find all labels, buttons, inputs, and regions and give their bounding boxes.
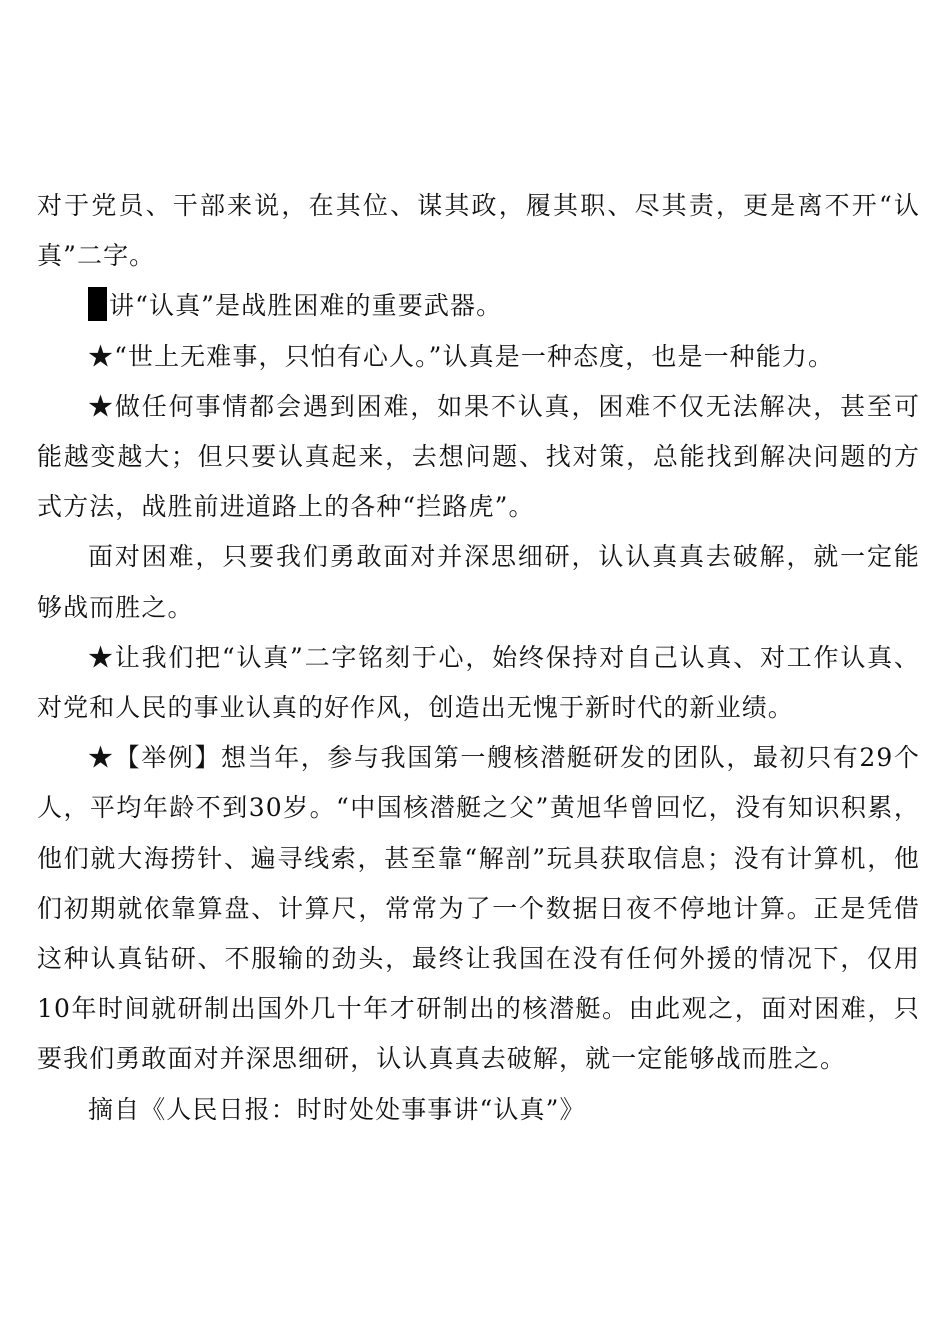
paragraph-difficulty: ★做任何事情都会遇到困难，如果不认真，困难不仅无法解决，甚至可能越变越大；但只要认真起来，去想问题、找对策，总能找到解决问题的方式方法，战胜前进道路上的各种“拦路虎”。	[37, 391, 920, 522]
paragraph-source: 摘自《人民日报：时时处处事事讲“认真”》	[88, 1094, 586, 1124]
document-body	[37, 181, 920, 1135]
paragraph-intro: 对于党员、干部来说，在其位、谋其政，履其职、尽其责，更是离不开“认真”二字。	[37, 191, 920, 271]
redaction-block	[88, 287, 107, 321]
paragraph-commitment: ★让我们把“认真”二字铭刻于心，始终保持对自己认真、对工作认真、对党和人民的事业认真的好作风，创造出无愧于新时代的新业绩。	[37, 642, 920, 723]
paragraph-heading	[37, 281, 920, 331]
paragraph-quote: ★“世上无难事，只怕有心人。”认真是一种态度，也是一种能力。	[88, 341, 835, 371]
paragraph-courage: 面对困难，只要我们勇敢面对并深思细研，认认真真去破解，就一定能够战而胜之。	[37, 542, 920, 622]
heading-text: 讲“认真”是战胜困难的重要武器。	[109, 291, 503, 321]
paragraph-example: ★【举例】想当年，参与我国第一艘核潜艇研发的团队，最初只有29个人，平均年龄不到30岁。“中国核潜艇之父”黄旭华曾回忆，没有知识积累，他们就大海捞针、遍寻线索，甚至靠“解剖”玩具获取信息；没有计算机，他们初期就依靠算盘、计算尺，常常为了一个数据日夜不停地计算。正是凭借这种认真钻研、不服输的劲头，最终让我国在没有任何外援的情况下，仅用10年时间就研制出国外几十年才研制出的核潜艇。由此观之，面对困难，只要我们勇敢面对并深思细研，认认真真去破解，就一定能够战而胜之。	[37, 743, 920, 1074]
